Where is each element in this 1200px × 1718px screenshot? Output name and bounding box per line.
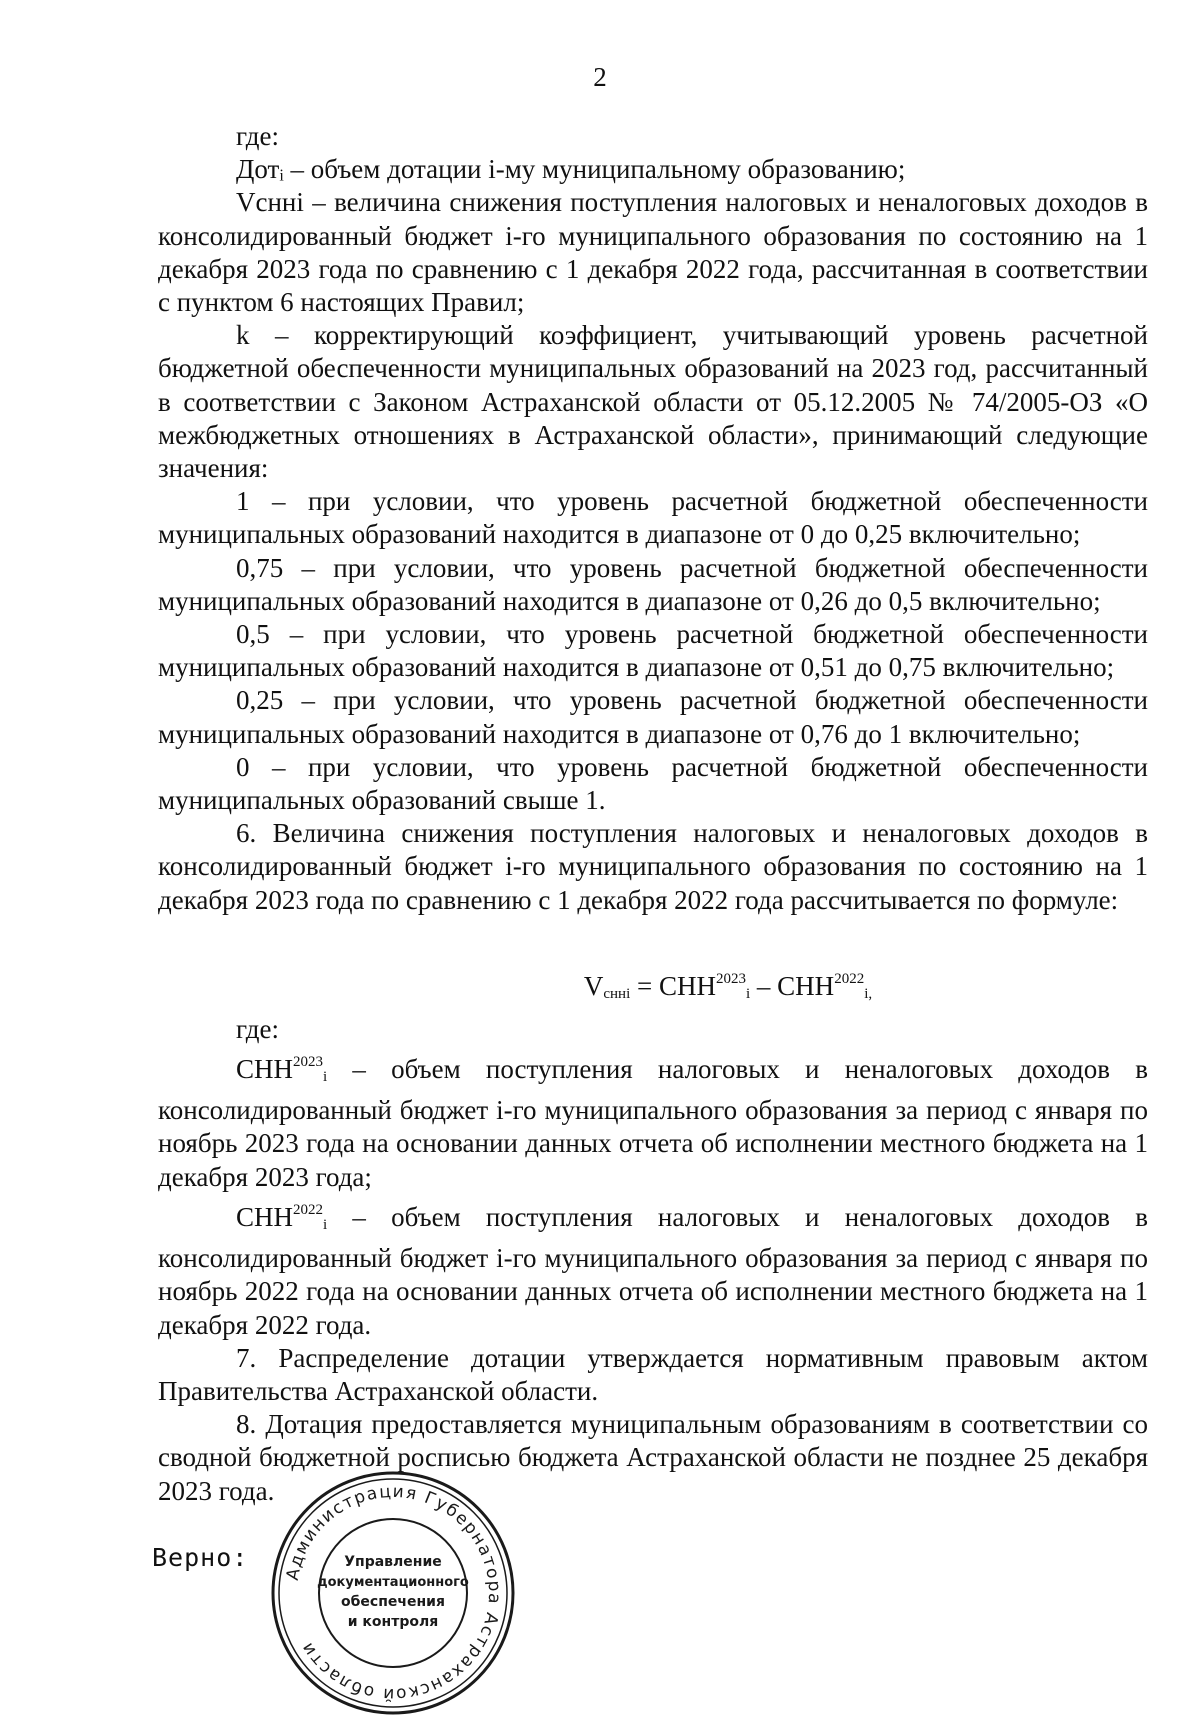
- formula: $V_{снні} = СНН^{2023}_i - СНН^{2022}_{i,}$: [583, 970, 873, 1002]
- seal-line-2: документационного: [317, 1575, 469, 1590]
- seal-line-4: и контроля: [347, 1614, 439, 1630]
- document-body: [158, 120, 1148, 1508]
- paragraph-k-value-0: 0 – при условии, что уровень расчетной бюджетной обеспеченности муниципальных образований свыше 1.: [158, 751, 1148, 816]
- paragraph-k-value-05: 0,5 – при условии, что уровень расчетной бюджетной обеспеченности муниципальных образований находится в диапазоне от 0,51 до 0,75 включительно;: [158, 619, 1148, 683]
- verno-label: Верно:: [152, 1543, 249, 1572]
- paragraph-section-6: 6. Величина снижения поступления налоговых и неналоговых доходов в консолидированный бюджет i-го муниципального образования по состоянию на 1 декабря 2023 года по сравнению с 1 декабря 2022 года рассчитывается по формуле:: [158, 818, 1148, 915]
- paragraph-k-value-075: 0,75 – при условии, что уровень расчетной бюджетной обеспеченности муниципальных образований находится в диапазоне от 0,26 до 0,5 включительно;: [158, 552, 1148, 616]
- paragraph-snn2023-definition: $СНН^{2023}_i$ – объем поступления налоговых и неналоговых доходов в консолидированный бюджет i-го муниципального образования за период с января по ноябрь 2023 года на основании данных отчета об исполнении местного бюджета на 1 декабря 2023 года;: [158, 1054, 1148, 1192]
- seal-line-1: Управление: [344, 1554, 442, 1570]
- paragraph-vsnn-definition: Vснні – величина снижения поступления налоговых и неналоговых доходов в консолидированный бюджет i-го муниципального образования по состоянию на 1 декабря 2023 года по сравнению с 1 декабря 2022 года, рассчитанная в соответствии с пунктом 6 настоящих Правил;: [158, 187, 1148, 318]
- paragraph-gde-2: где:: [236, 1013, 279, 1044]
- paragraph-section-7: 7. Распределение дотации утверждается нормативным правовым актом Правительства Астраханской области.: [158, 1342, 1148, 1406]
- paragraph-k-value-1: 1 – при условии, что уровень расчетной бюджетной обеспеченности муниципальных образований находится в диапазоне от 0 до 0,25 включительно;: [158, 486, 1148, 550]
- page-number: 2: [593, 62, 607, 92]
- paragraph-gde: где:: [236, 121, 279, 151]
- paragraph-section-8: 8. Дотация предоставляется муниципальным образованиям в соответствии со сводной бюджетной росписью бюджета Астраханской области не позднее 25 декабря 2023 года.: [158, 1409, 1148, 1506]
- seal-ring-text: Администрация Губернатора Астраханской области: [282, 1481, 505, 1705]
- paragraph-snn2022-definition: $СНН^{2022}_i$ – объем поступления налоговых и неналоговых доходов в консолидированный бюджет i-го муниципального образования за период с января по ноябрь 2022 года на основании данных отчета об исполнении местного бюджета на 1 декабря 2022 года.: [158, 1201, 1148, 1340]
- official-seal: [268, 1468, 518, 1718]
- paragraph-k-definition: k – корректирующий коэффициент, учитывающий уровень расчетной бюджетной обеспеченности муниципальных образований на 2023 год, рассчитанный в соответствии с Законом Астраханской области от 05.12.2005 № 74/2005-ОЗ «О межбюджетных отношениях в Астраханской области», принимающий следующие значения:: [158, 320, 1148, 484]
- paragraph-dot-definition: Дотᵢ – объем дотации i-му муниципальному образованию;: [236, 154, 906, 185]
- paragraph-k-value-025: 0,25 – при условии, что уровень расчетной бюджетной обеспеченности муниципальных образований находится в диапазоне от 0,76 до 1 включительно;: [158, 685, 1148, 749]
- seal-line-3: обеспечения: [341, 1594, 445, 1610]
- svg-text:Администрация Губернатора Астр: [283, 1482, 504, 1704]
